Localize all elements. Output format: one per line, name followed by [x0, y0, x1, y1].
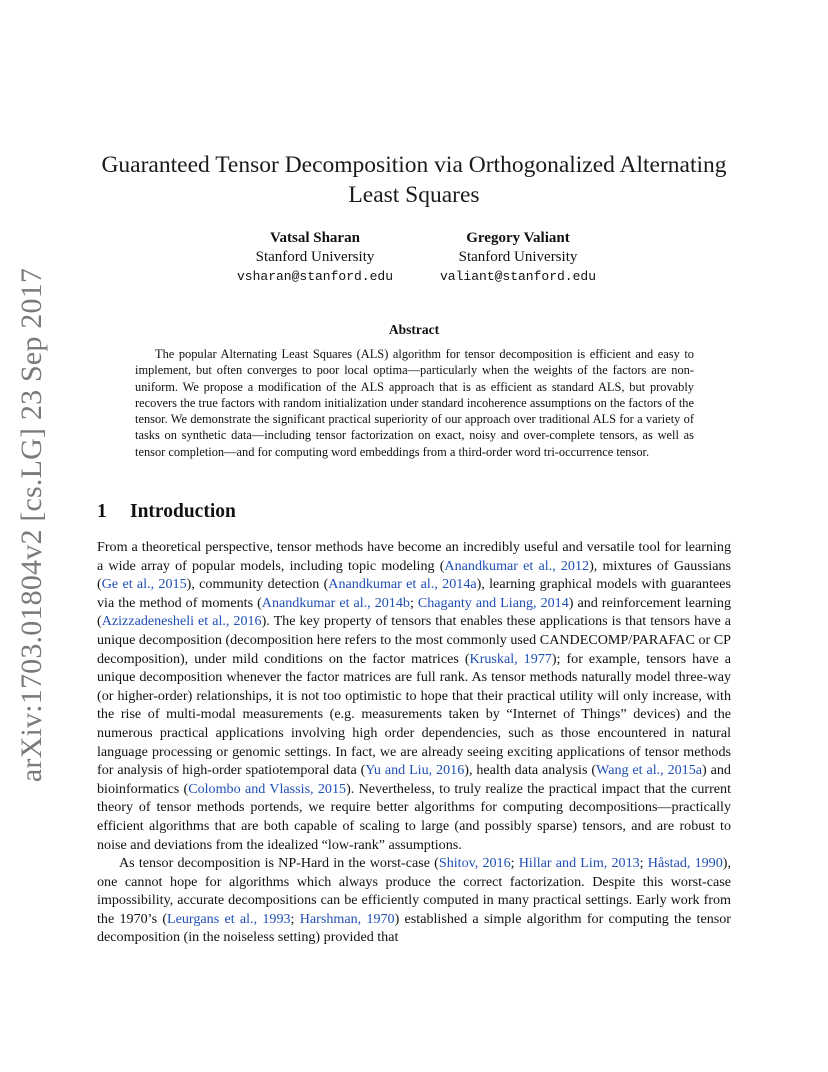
- paragraph-text: ) and reinforcement learning (: [97, 594, 731, 630]
- author-name: Gregory Valiant: [466, 230, 570, 246]
- citation-link[interactable]: Hillar and Lim, 2013: [518, 855, 640, 872]
- paragraph-text: ). Nevertheless, to truly realize the practical impact that the current theory of tensor methods portends, we require better algorithms for computing decompositions—practically efficient algorithms that are both capable of scaling to large (and possibly sparse) tensors, and are robust to noise and deviations from the idealized “low-rank” assumptions.: [97, 780, 731, 853]
- paragraph-text: ), one cannot hope for algorithms which always produce the correct factorization. Despite this worst-case impossibility, accurate decompositions can be efficiently computed in many practical settings. Early work from the 1970’s (: [97, 855, 731, 927]
- paragraph-text: ) established a simple algorithm for computing the tensor decomposition (in the noiseless setting) provided that: [97, 910, 731, 946]
- abstract-heading: Abstract: [388, 322, 440, 337]
- paragraph-text: ) and bioinformatics (: [97, 762, 731, 797]
- paper-title: Guaranteed Tensor Decomposition via Orthogonalized Alternating Least Squares: [101, 152, 727, 208]
- paragraph-text: ), mixtures of Gaussians (: [97, 557, 731, 593]
- citation-link[interactable]: Kruskal, 1977: [469, 650, 552, 667]
- arxiv-stamp-text: arXiv:1703.01804v2 [cs.LG] 23 Sep 2017: [15, 267, 48, 783]
- paragraph-text: ), learning graphical models with guarantees via the method of moments (: [97, 576, 731, 611]
- citation-link[interactable]: Anandkumar et al., 2012: [444, 557, 590, 574]
- paragraph-text: ;: [290, 910, 300, 927]
- citation-link[interactable]: Anandkumar et al., 2014b: [261, 594, 410, 611]
- citation-link[interactable]: Anandkumar et al., 2014a: [328, 576, 477, 593]
- abstract-text: The popular Alternating Least Squares (ALS) algorithm for tensor decomposition is efficient and easy to implement, but often converges to poor local optima—particularly when the weights of the factors are non-uniform. We propose a modification of the ALS approach that is as efficient as standard ALS, but provably recovers the true factors with random initialization under standard incoherence assumptions on the factors of the tensor. We demonstrate the significant practical superiority of our approach over traditional ALS for a variety of tasks on synthetic data—including tensor factorization on exact, noisy and over-complete tensors, as well as tensor completion—and for computing word embeddings from a third-order word tri-occurrence tensor.: [135, 347, 694, 459]
- citation-link[interactable]: Shitov, 2016: [438, 855, 511, 872]
- citation-link[interactable]: Harshman, 1970: [299, 910, 395, 927]
- section-heading: [97, 501, 236, 523]
- author-email: valiant@stanford.edu: [439, 269, 597, 284]
- citation-link[interactable]: Yu and Liu, 2016: [365, 762, 465, 779]
- paragraph: [97, 854, 731, 947]
- author-block-2: [420, 228, 616, 286]
- paragraph-text: ;: [639, 855, 648, 872]
- introduction-body: [97, 538, 731, 947]
- arxiv-identifier-stamp: [10, 267, 54, 783]
- section-title: Introduction: [130, 501, 236, 522]
- citation-link[interactable]: Leurgans et al., 1993: [167, 910, 291, 927]
- citation-link[interactable]: Chaganty and Liang, 2014: [417, 594, 569, 611]
- paragraph-text: From a theoretical perspective, tensor methods have become an incredibly useful and versatile tool for learning a wide array of popular models, including topic modeling (: [97, 539, 731, 574]
- paragraph: [97, 538, 731, 854]
- citation-link[interactable]: Ge et al., 2015: [101, 576, 187, 593]
- author-block-1: [210, 228, 420, 286]
- paragraph-text: ), community detection (: [186, 576, 329, 593]
- author-affiliation: Stanford University: [458, 249, 578, 265]
- paragraph-text: As tensor decomposition is NP-Hard in the worst-case (: [119, 855, 439, 872]
- paragraph-text: ). The key property of tensors that enables these applications is that tensors have a unique decomposition (decomposition here refers to the most commonly used CANDECOMP/PARAFAC or CP decomposition), under mild conditions on the factor matrices (: [97, 613, 731, 667]
- author-affiliation: Stanford University: [255, 249, 375, 265]
- citation-link[interactable]: Colombo and Vlassis, 2015: [188, 780, 347, 797]
- author-email: vsharan@stanford.edu: [236, 269, 394, 284]
- citation-link[interactable]: Azizzadenesheli et al., 2016: [101, 613, 262, 630]
- paragraph-text: ); for example, tensors have a unique decomposition whenever the factor matrices are full rank. As tensor methods naturally model three-way (or higher-order) relationships, it is not too optimistic to hope that their practical utility will only increase, with the rise of multi-modal measurements (e.g. measurements taken by “Internet of Things” devices) and the numerous practical applications involving high order dependencies, such as those encountered in natural language processing or genomic settings. In fact, we are already seeing exciting applications of tensor methods for analysis of high-order spatiotemporal data (: [97, 650, 731, 779]
- citation-link[interactable]: Wang et al., 2015a: [596, 762, 703, 779]
- section-number: 1: [97, 501, 107, 522]
- citation-link[interactable]: Håstad, 1990: [647, 855, 723, 872]
- paragraph-text: ), health data analysis (: [464, 762, 597, 779]
- paragraph-text: ;: [510, 855, 519, 872]
- author-name: Vatsal Sharan: [270, 230, 360, 246]
- paragraph-text: ;: [409, 594, 418, 611]
